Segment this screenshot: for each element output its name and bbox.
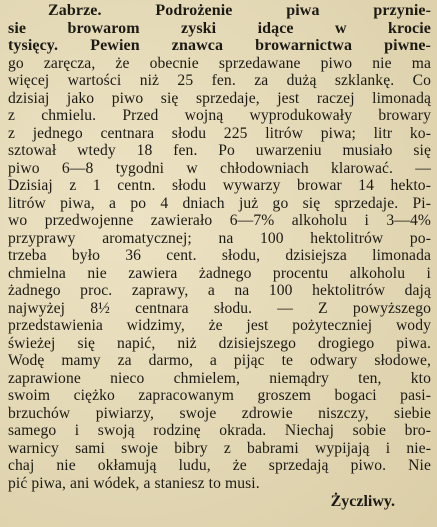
article-line: z jednego centnara słodu 225 litrów piwa; litr ko- <box>8 124 431 142</box>
article-line: swoim ciężko zapracowanym groszem bogaci pasi- <box>8 387 431 404</box>
article-line: dzisiaj jako piwo się sprzedaje, jest raczej limonadą <box>8 89 431 107</box>
article-line: Dzisiaj z 1 centn. słodu wywarzy browar 14 hekto- <box>8 177 431 194</box>
article-line: wo przedwojenne zawierało 6—7% alkoholu i 3—4% <box>8 212 431 229</box>
article-line: litrów piwa, a po 4 dniach już go się sprzedaje. Pi- <box>8 194 431 212</box>
article-line: trzeba było 36 cent. słodu, dzisiejsza limonada <box>8 247 431 264</box>
article-line: więcej wartości niż 25 fen. za dużą szklankę. Co <box>8 72 431 89</box>
article-line: brzuchów piwiarzy, swoje zdrowie niszczy, siebie <box>8 404 431 422</box>
article-line: tysięcy. Pewien znawca browarnictwa piwne- <box>8 37 431 54</box>
article-line: przyprawy aromatycznej; na 100 hektolitrów po- <box>8 229 431 247</box>
article-line: żadnego proc. zaprawy, a na 100 hektolitrów dają <box>8 282 431 299</box>
article-line: chaj nie okłamują ludu, że sprzedają piwo. Nie <box>8 457 431 474</box>
article-line: sie browarom zyski idące w krocie <box>8 19 431 37</box>
article-body <box>8 2 431 511</box>
article-line: świeżej się napić, niż dzisiejszego drogiego piwa. <box>8 334 431 352</box>
article-line: warnicy sami swoje bibry z babrami wypijają i nie- <box>8 439 431 457</box>
article-line: go zaręcza, że obecnie sprzedawane piwo nie ma <box>8 54 431 72</box>
article-line: sztował wtedy 18 fen. Po uwarzeniu musiało się <box>8 142 431 159</box>
article-signature: Życzliwy. <box>330 493 395 510</box>
article-line: Zabrze. Podrożenie piwa przynie- <box>48 2 431 19</box>
article-line: z chmielu. Przed wojną wyprodukowały browary <box>8 107 431 124</box>
article-line: chmielna nie zawiera żadnego procentu alkoholu i <box>8 264 431 282</box>
article-line: najwyżej 8½ centnara słodu. — Z powyższego <box>8 299 431 317</box>
article-line: Wodę mamy za darmo, a pijąc te odwary słodowe, <box>8 352 431 369</box>
article-line: zaprawione nieco chmielem, niemądry ten, kto <box>8 369 431 387</box>
article-line: piwo 6—8 tygodni w chłodowniach klarować. — <box>8 159 431 177</box>
article-line: przedstawienia widzimy, że jest pożyteczniej wody <box>8 317 431 334</box>
article-line: pić piwa, ani wódek, a staniesz to musi. <box>8 474 260 492</box>
article-line: samego i swoją rodzinę okrada. Niechaj sobie bro- <box>8 422 431 439</box>
